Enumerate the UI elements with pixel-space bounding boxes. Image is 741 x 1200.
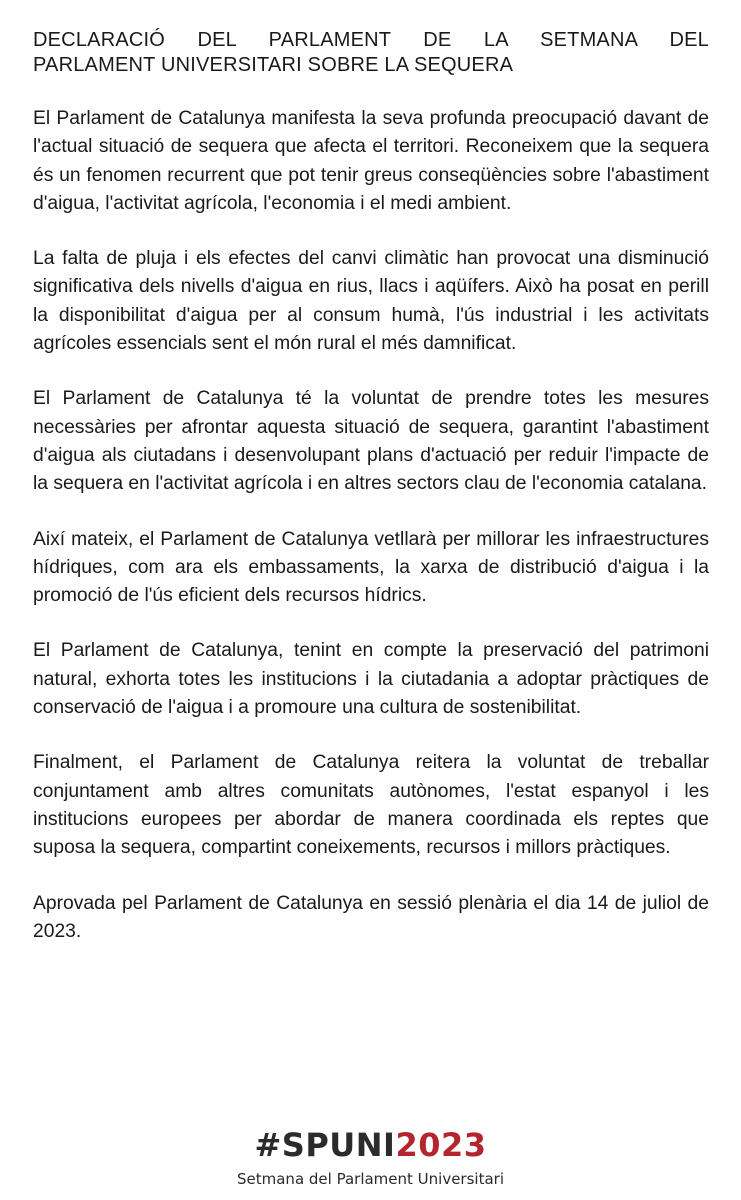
paragraph-infrastructure: Així mateix, el Parlament de Catalunya vetllarà per millorar les infraestructures hídriques, com ara els embassaments, la xarxa de distribució d'aigua i la promoció de l'ús eficient dels recursos hídrics. — [33, 528, 709, 607]
hashtag-year: 2023 — [395, 1126, 487, 1164]
paragraph-concern: El Parlament de Catalunya manifesta la seva profunda preocupació davant de l'actual situació de sequera que afecta el territori. Reconeixem que la sequera és un fenomen recurrent que pot tenir greus conseqüències sobre l'abastiment d'aigua, l'activitat agrícola, l'economia i el medi ambient. — [33, 108, 709, 214]
paragraph-cooperation: Finalment, el Parlament de Catalunya reitera la voluntat de treballar conjuntament amb altres comunitats autònomes, l'estat espanyol i les institucions europees per abordar de manera coordinada els reptes que suposa la sequera, compartint coneixements, recursos i millors pràctiques. — [33, 752, 709, 859]
paragraph-causes: La falta de pluja i els efectes del canvi climàtic han provocat una disminució significativa dels nivells d'aigua en rius, llacs i aqüífers. Això ha posat en perill la disponibilitat d'aigua per al consum humà, l'ús industrial i les activitats agrícoles essencials sent el món rural el més damnificat. — [33, 248, 709, 355]
document-body — [33, 105, 709, 946]
document-title — [33, 28, 709, 78]
title-line-2: PARLAMENT UNIVERSITARI SOBRE LA SEQUERA — [33, 54, 514, 76]
footer-subtitle: Setmana del Parlament Universitari — [237, 1170, 504, 1188]
footer-logo — [0, 1126, 741, 1188]
paragraph-measures: El Parlament de Catalunya té la voluntat de prendre totes les mesures necessàries per afrontar aquesta situació de sequera, garantint l'abastiment d'aigua als ciutadans i desenvolupant plans d'actuació per reduir l'impacte de la sequera en l'activitat agrícola i en altres sectors clau de l'economia catalana. — [33, 388, 709, 495]
title-line-1: DECLARACIÓ DEL PARLAMENT DE LA SETMANA DEL — [33, 29, 709, 51]
hashtag-logo — [0, 1126, 741, 1164]
hashtag-prefix: #SPUNI — [254, 1126, 396, 1164]
paragraph-approval: Aprovada pel Parlament de Catalunya en sessió plenària el dia 14 de juliol de 2023. — [33, 892, 709, 942]
paragraph-conservation: El Parlament de Catalunya, tenint en compte la preservació del patrimoni natural, exhorta totes les institucions i la ciutadania a adoptar pràctiques de conservació de l'aigua i a promoure una cultura de sostenibilitat. — [33, 640, 709, 719]
declaration-document — [33, 28, 709, 973]
